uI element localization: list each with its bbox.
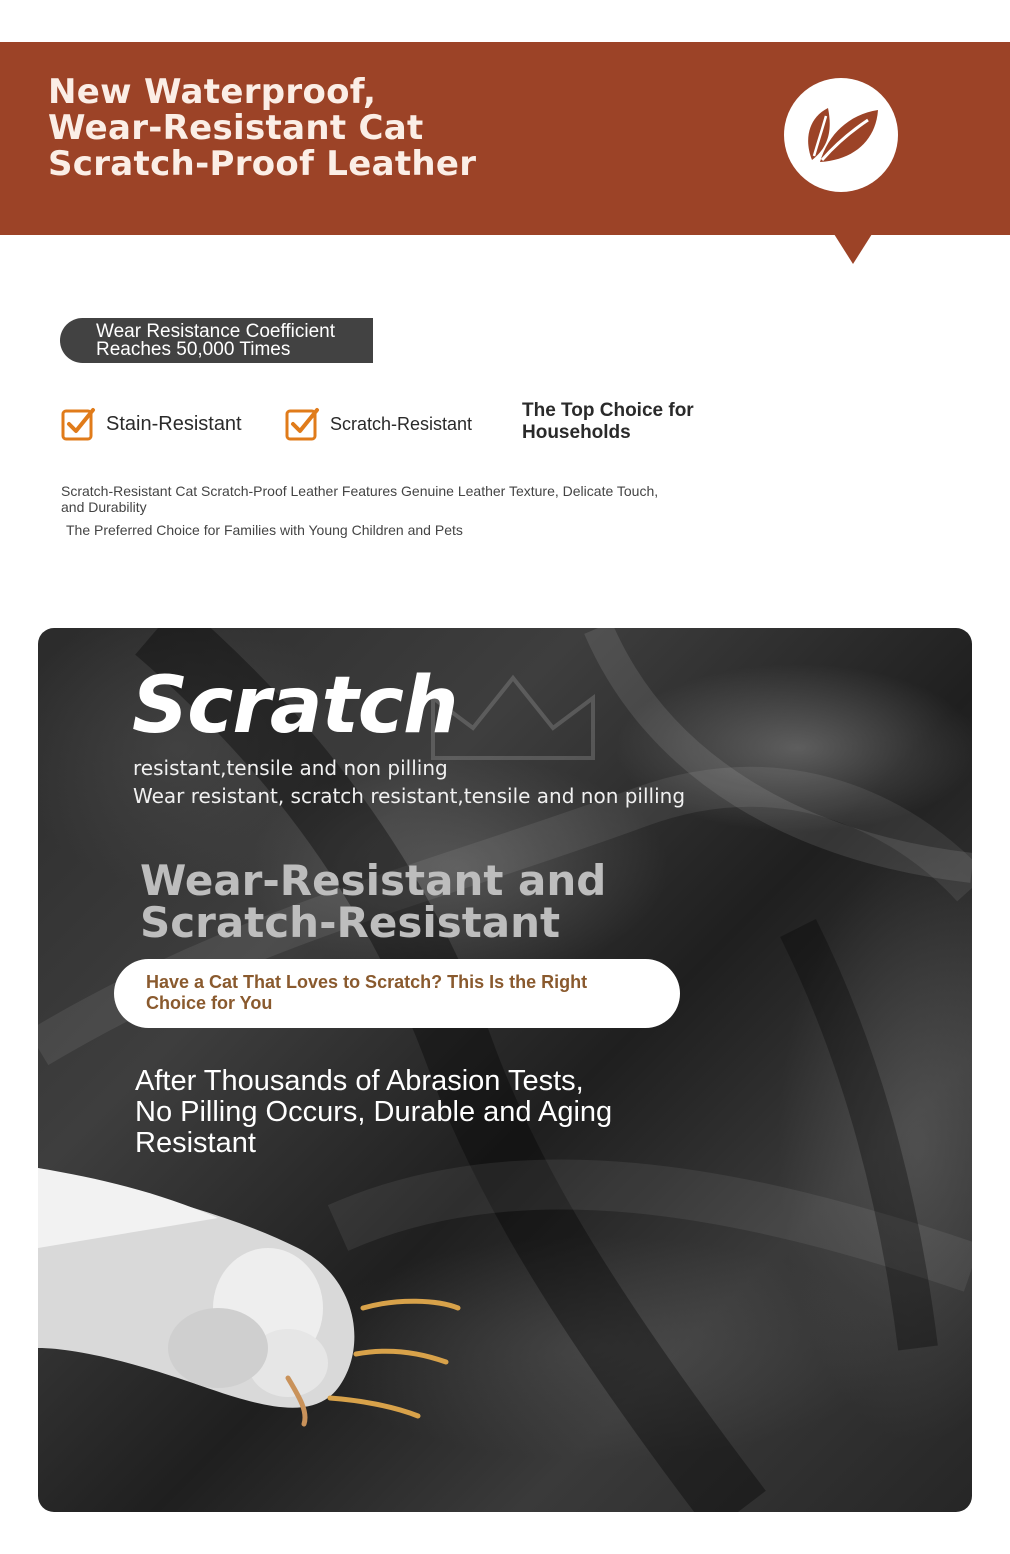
abrasion-line-3: Resistant xyxy=(135,1127,256,1159)
cat-paw-illustration xyxy=(38,1148,498,1512)
banner-title-line-2: Wear-Resistant Cat xyxy=(48,108,424,148)
feature-scratch-resistant xyxy=(284,406,472,442)
photo-subtitle-1: resistant,tensile and non pilling xyxy=(133,756,448,780)
leaf-badge xyxy=(784,78,898,192)
wear-scratch-title xyxy=(140,856,607,947)
wear-scratch-title-line-1: Wear-Resistant and xyxy=(140,856,607,905)
cat-callout-pill xyxy=(114,959,680,1028)
checkbox-checked-icon xyxy=(284,406,320,442)
top-choice-text xyxy=(522,400,694,444)
feature-stain-resistant xyxy=(60,406,242,442)
abrasion-line-2: No Pilling Occurs, Durable and Aging xyxy=(135,1096,613,1128)
wear-scratch-title-line-2: Scratch-Resistant xyxy=(140,898,561,947)
banner-title xyxy=(48,74,508,182)
pill-line-1: Wear Resistance Coefficient xyxy=(96,321,336,342)
leaf-icon xyxy=(798,100,884,170)
top-choice-line-1: The Top Choice for xyxy=(522,400,694,421)
abrasion-line-1: After Thousands of Abrasion Tests, xyxy=(135,1065,584,1097)
leather-photo xyxy=(38,628,972,1512)
cat-callout-line-2: Choice for You xyxy=(146,993,273,1013)
description-secondary: The Preferred Choice for Families with Young Children and Pets xyxy=(66,522,463,538)
description-text: Scratch-Resistant Cat Scratch-Proof Leather Features Genuine Leather Texture, Delicate Touch, and Durability xyxy=(61,483,659,515)
top-choice-line-2: Households xyxy=(522,422,631,443)
banner-pointer xyxy=(834,234,872,264)
abrasion-text xyxy=(135,1066,612,1159)
feature-label: Stain-Resistant xyxy=(106,412,242,435)
wear-resistance-pill xyxy=(60,318,373,363)
cat-callout-line-1: Have a Cat That Loves to Scratch? This Is the Right xyxy=(146,972,588,992)
scratch-headline: Scratch xyxy=(132,661,458,751)
cat-callout-text xyxy=(146,972,587,1014)
checkbox-checked-icon xyxy=(60,406,96,442)
banner-title-line-3: Scratch-Proof Leather xyxy=(48,144,477,184)
pill-line-2: Reaches 50,000 Times xyxy=(96,339,291,360)
photo-subtitle-2: Wear resistant, scratch resistant,tensile and non pilling xyxy=(133,784,686,808)
banner-title-line-1: New Waterproof, xyxy=(48,72,377,112)
feature-label: Scratch-Resistant xyxy=(330,413,473,434)
